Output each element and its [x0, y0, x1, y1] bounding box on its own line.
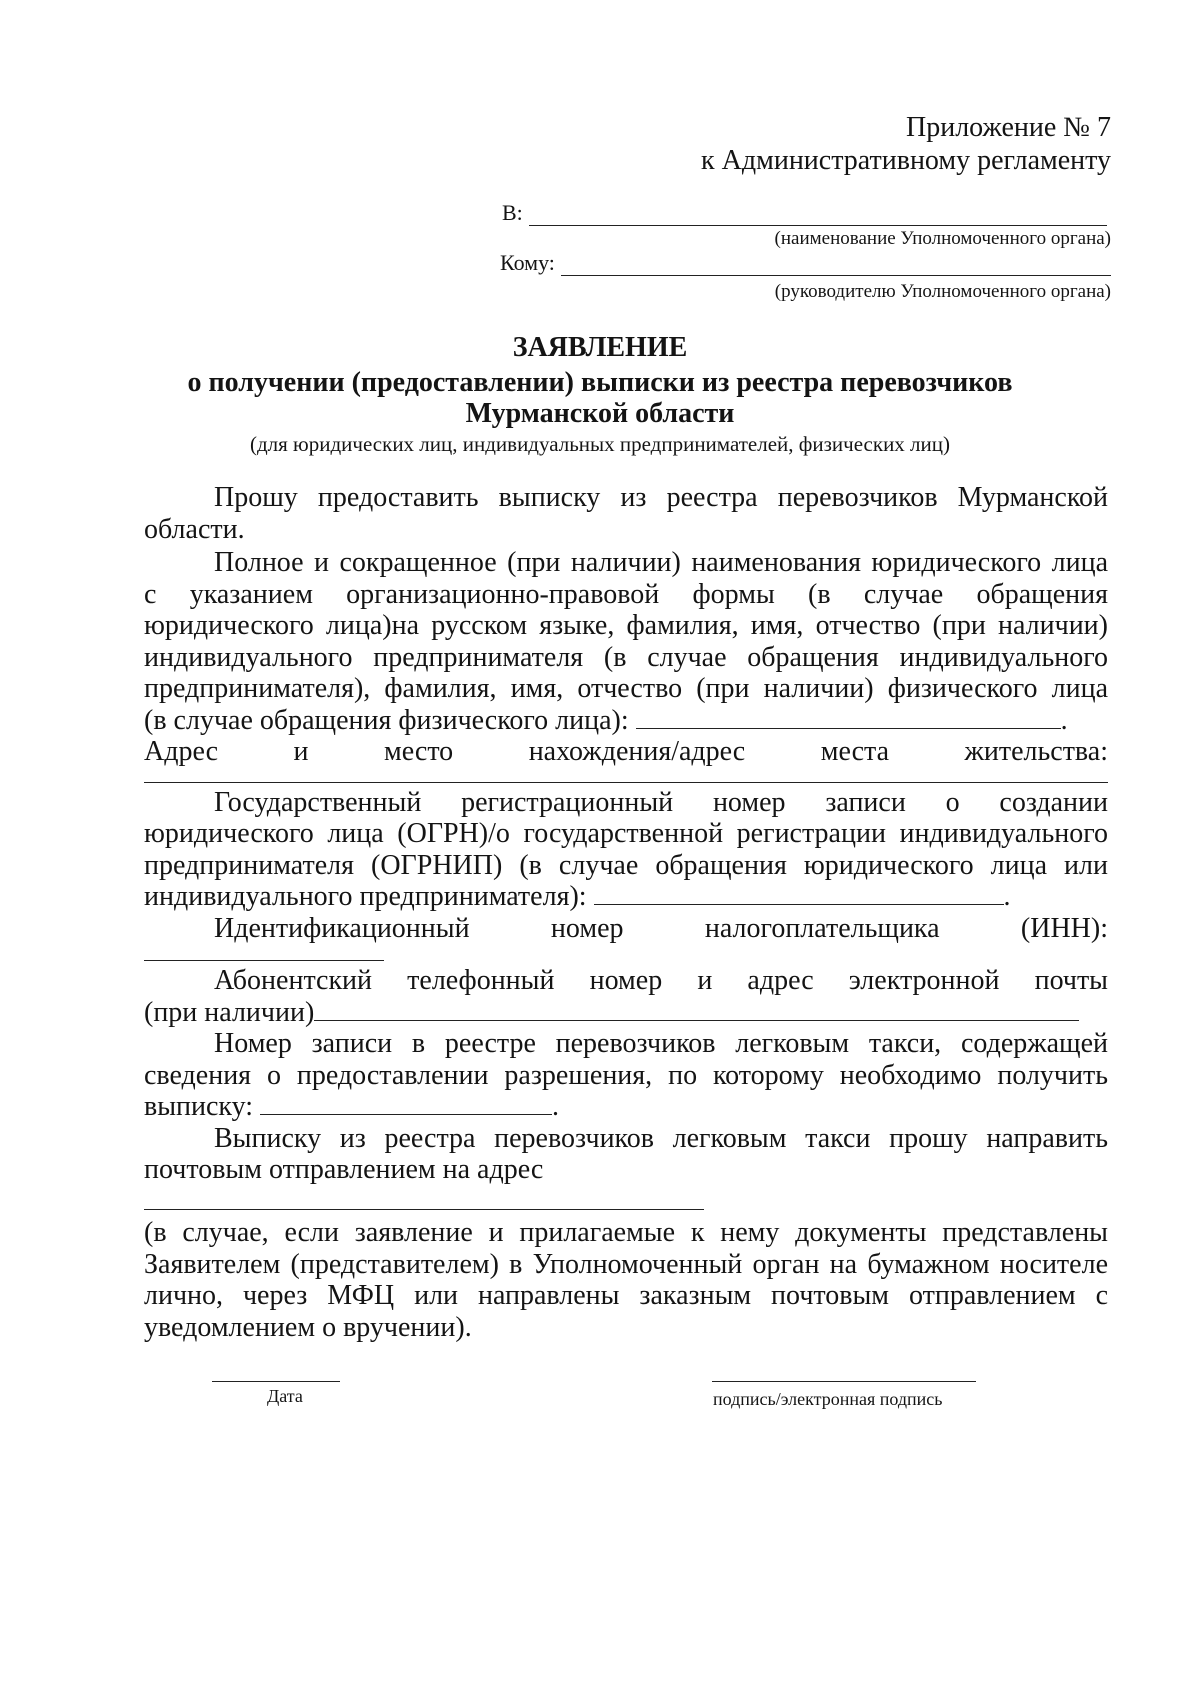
to-row — [502, 200, 1107, 226]
appendix-reference: к Административному регламенту — [701, 145, 1111, 176]
delivery-line-5: лично, через МФЦ или направлены заказным почтовым отправлением с — [144, 1280, 1108, 1311]
ogrn-line-4-text: индивидуального предпринимателя): — [144, 881, 587, 912]
to-hint: (наименование Уполномоченного органа) — [774, 228, 1111, 249]
to-field[interactable] — [529, 225, 1107, 226]
inn-line: Идентификационный номер налогоплательщика (ИНН): — [214, 912, 1108, 944]
ogrn-line-1: Государственный регистрационный номер записи о создании — [214, 786, 1108, 818]
signature-field[interactable] — [712, 1381, 976, 1382]
document-subtitle: о получении (предоставлении) выписки из реестра перевозчиков — [187, 367, 1013, 398]
request-line-2: области. — [144, 513, 245, 545]
name-line-6 — [144, 705, 1108, 737]
name-field[interactable] — [636, 708, 1061, 729]
ogrn-field[interactable] — [594, 884, 1004, 905]
name-line-2: с указанием организационно-правовой формы (в случае обращения — [144, 578, 1108, 610]
whom-field[interactable] — [561, 275, 1111, 276]
delivery-line-2-text: почтовым отправлением на адрес — [144, 1154, 544, 1185]
delivery-line-4: Заявителем (представителем) в Уполномоченный орган на бумажном носителе — [144, 1248, 1108, 1280]
ogrn-period: . — [1003, 881, 1011, 912]
postal-address-field[interactable] — [144, 1189, 704, 1210]
to-label: В: — [502, 200, 523, 225]
date-caption: Дата — [267, 1386, 303, 1406]
appendix-number: Приложение № 7 — [906, 112, 1111, 143]
name-line-5: предпринимателя), фамилия, имя, отчество (при наличии) физического лица — [144, 673, 1108, 704]
document-title: ЗАЯВЛЕНИЕ — [512, 332, 688, 363]
ogrn-line-3: предпринимателя (ОГРНИП) (в случае обращения юридического лица или — [144, 849, 1108, 881]
name-line-4: индивидуального предпринимателя (в случае обращения индивидуального — [144, 641, 1108, 673]
address-field[interactable] — [144, 768, 1108, 783]
whom-hint: (руководителю Уполномоченного органа) — [774, 281, 1111, 302]
contacts-line-2 — [144, 997, 1108, 1029]
delivery-line-1: Выписку из реестра перевозчиков легковым такси прошу направить — [214, 1122, 1108, 1154]
name-period: . — [1060, 704, 1068, 736]
ogrn-line-4 — [144, 881, 1108, 913]
record-line-1: Номер записи в реестре перевозчиков легковым такси, содержащей — [214, 1028, 1108, 1059]
contacts-line-1: Абонентский телефонный номер и адрес электронной почты — [214, 965, 1108, 996]
delivery-line-6: уведомлением о вручении). — [144, 1311, 472, 1343]
whom-label: Кому: — [500, 250, 555, 275]
date-field[interactable] — [212, 1381, 340, 1382]
delivery-line-3: (в случае, если заявление и прилагаемые к нему документы представлены — [144, 1217, 1108, 1248]
name-line-1: Полное и сокращенное (при наличии) наименования юридического лица — [214, 547, 1108, 578]
record-line-3-text: выписку: — [144, 1091, 254, 1122]
address-line: Адрес и место нахождения/адрес места жительства: — [144, 736, 1108, 767]
applicant-types-note: (для юридических лиц, индивидуальных предпринимателей, физических лиц) — [249, 432, 951, 456]
record-line-3 — [144, 1091, 1108, 1123]
inn-field[interactable] — [144, 944, 384, 961]
contacts-field[interactable] — [314, 1000, 1079, 1021]
delivery-line-2 — [144, 1154, 1108, 1217]
application-body — [144, 482, 1108, 1343]
signature-caption: подпись/электронная подпись — [713, 1389, 943, 1409]
record-period: . — [552, 1091, 560, 1122]
name-line-3: юридического лица)на русском языке, фамилия, имя, отчество (при наличии) — [144, 610, 1108, 641]
whom-row — [500, 250, 1111, 276]
ogrn-line-2: юридического лица (ОГРН)/о государственной регистрации индивидуального — [144, 818, 1108, 849]
contacts-line-2-text: (при наличии) — [144, 996, 315, 1028]
record-number-field[interactable] — [260, 1094, 552, 1115]
record-line-2: сведения о предоставлении разрешения, по которому необходимо получить — [144, 1059, 1108, 1091]
name-line-6-text: (в случае обращения физического лица): — [144, 704, 629, 736]
document-subtitle-region: Мурманской области — [465, 398, 735, 429]
request-line-1: Прошу предоставить выписку из реестра перевозчиков Мурманской — [214, 482, 1108, 513]
